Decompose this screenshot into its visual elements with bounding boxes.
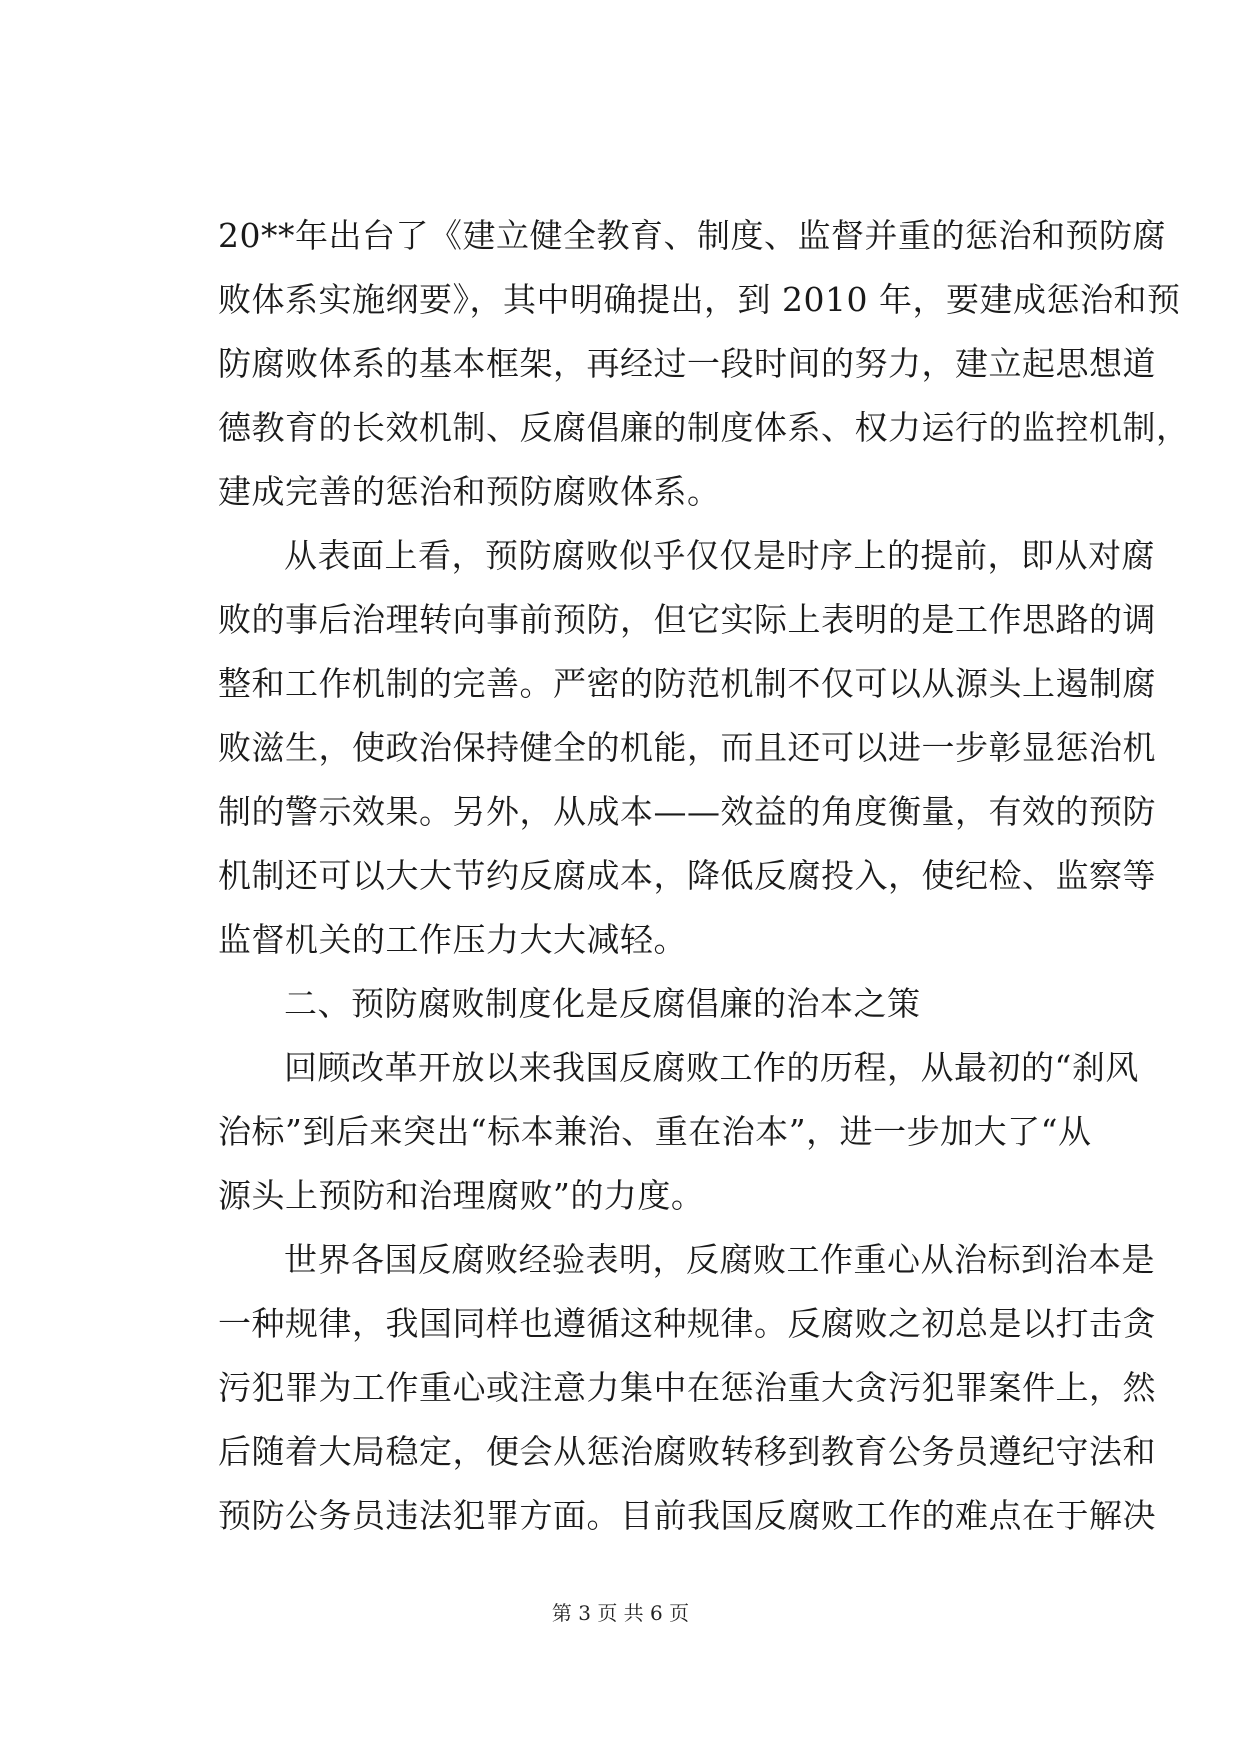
- page-number-footer: 第 3 页 共 6 页: [551, 1601, 690, 1625]
- paragraph-line: 治标”到后来突出“标本兼治、重在治本”，进一步加大了“从: [218, 1112, 1092, 1151]
- paragraph-line: 世界各国反腐败经验表明，反腐败工作重心从治标到治本是: [284, 1240, 1155, 1279]
- paragraph-line: 败体系实施纲要》，其中明确提出，到 2010 年，要建成惩治和预: [218, 280, 1181, 319]
- section-heading: 二、预防腐败制度化是反腐倡廉的治本之策: [284, 984, 921, 1023]
- paragraph-line: 败滋生，使政治保持健全的机能，而且还可以进一步彰显惩治机: [218, 728, 1156, 767]
- paragraph-line: 德教育的长效机制、反腐倡廉的制度体系、权力运行的监控机制，: [218, 408, 1190, 447]
- paragraph-line: 后随着大局稳定，便会从惩治腐败转移到教育公务员遵纪守法和: [218, 1432, 1156, 1471]
- paragraph-line: 20**年出台了《建立健全教育、制度、监督并重的惩治和预防腐: [218, 216, 1166, 255]
- paragraph-line: 一种规律，我国同样也遵循这种规律。反腐败之初总是以打击贪: [218, 1304, 1156, 1343]
- paragraph-line: 建成完善的惩治和预防腐败体系。: [218, 472, 721, 511]
- paragraph-line: 从表面上看，预防腐败似乎仅仅是时序上的提前，即从对腐: [284, 536, 1155, 575]
- paragraph-line: 污犯罪为工作重心或注意力集中在惩治重大贪污犯罪案件上，然: [218, 1368, 1156, 1407]
- paragraph-line: 整和工作机制的完善。严密的防范机制不仅可以从源头上遏制腐: [218, 664, 1156, 703]
- paragraph-line: 预防公务员违法犯罪方面。目前我国反腐败工作的难点在于解决: [218, 1496, 1156, 1535]
- paragraph-line: 监督机关的工作压力大大减轻。: [218, 920, 687, 959]
- paragraph-line: 机制还可以大大节约反腐成本，降低反腐投入，使纪检、监察等: [218, 856, 1156, 895]
- paragraph-line: 败的事后治理转向事前预防，但它实际上表明的是工作思路的调: [218, 600, 1156, 639]
- paragraph-line: 回顾改革开放以来我国反腐败工作的历程，从最初的“刹风: [284, 1048, 1139, 1087]
- paragraph-line: 源头上预防和治理腐败”的力度。: [218, 1176, 705, 1215]
- paragraph-line: 防腐败体系的基本框架，再经过一段时间的努力，建立起思想道: [218, 344, 1156, 383]
- paragraph-line: 制的警示效果。另外，从成本——效益的角度衡量，有效的预防: [218, 792, 1156, 831]
